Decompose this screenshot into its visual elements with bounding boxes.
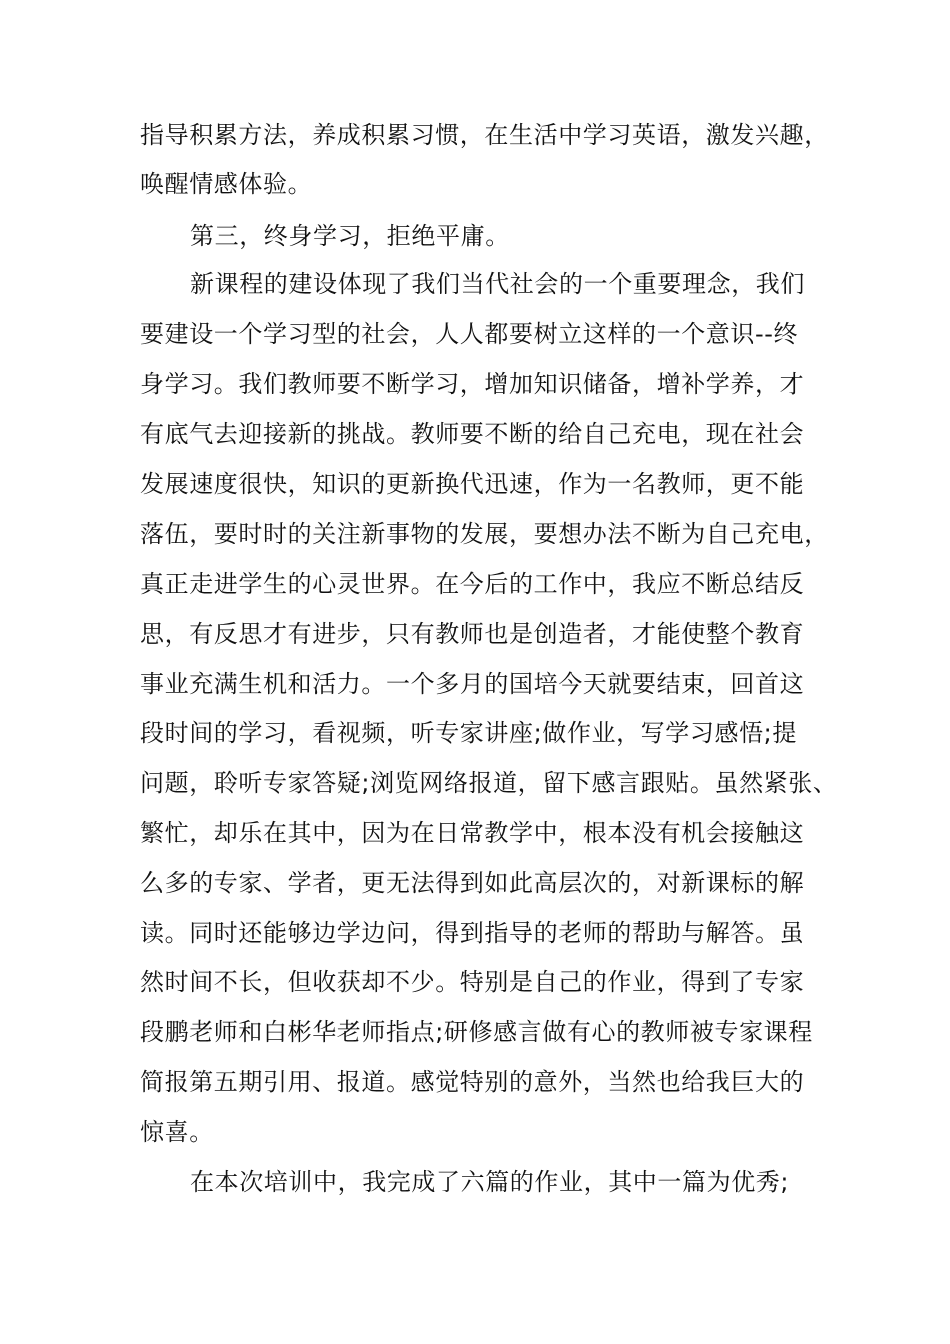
text-line: 在本次培训中，我完成了六篇的作业，其中一篇为优秀; [190,1168,790,1196]
text-line: 真正走进学生的心灵世界。在今后的工作中，我应不断总结反 [140,570,805,598]
text-line: 身学习。我们教师要不断学习，增加知识储备，增补学养，才 [140,370,805,398]
text-line: 思，有反思才有进步，只有教师也是创造者，才能使整个教育 [140,620,805,648]
text-line: 段鹏老师和白彬华老师指点;研修感言做有心的教师被专家课程 [140,1018,813,1046]
text-line: 事业充满生机和活力。一个多月的国培今天就要结束，回首这 [140,670,805,698]
text-line: 简报第五期引用、报道。感觉特别的意外，当然也给我巨大的 [140,1068,805,1096]
text-line: 要建设一个学习型的社会，人人都要树立这样的一个意识--终 [140,320,799,348]
text-line: 然时间不长，但收获却不少。特别是自己的作业，得到了专家 [140,968,805,996]
text-line: 读。同时还能够边学边问，得到指导的老师的帮助与解答。虽 [140,919,805,947]
text-line: 发展速度很快，知识的更新换代迅速，作为一名教师，更不能 [140,470,805,498]
text-line: 惊喜。 [140,1118,214,1146]
text-line: 唤醒情感体验。 [140,170,313,198]
text-line: 新课程的建设体现了我们当代社会的一个重要理念，我们 [190,270,805,298]
text-line: 么多的专家、学者，更无法得到如此高层次的，对新课标的解 [140,869,805,897]
text-line: 繁忙，却乐在其中，因为在日常教学中，根本没有机会接触这 [140,819,805,847]
text-line: 段时间的学习，看视频，听专家讲座;做作业，写学习感悟;提 [140,719,797,747]
section-heading: 第三，终身学习，拒绝平庸。 [190,222,510,250]
text-line: 指导积累方法，养成积累习惯，在生活中学习英语，激发兴趣， [140,121,829,149]
text-line: 有底气去迎接新的挑战。教师要不断的给自己充电，现在社会 [140,420,805,448]
text-line: 落伍，要时时的关注新事物的发展，要想办法不断为自己充电， [140,520,829,548]
text-line: 问题，聆听专家答疑;浏览网络报道，留下感言跟贴。虽然紧张、 [140,769,838,797]
